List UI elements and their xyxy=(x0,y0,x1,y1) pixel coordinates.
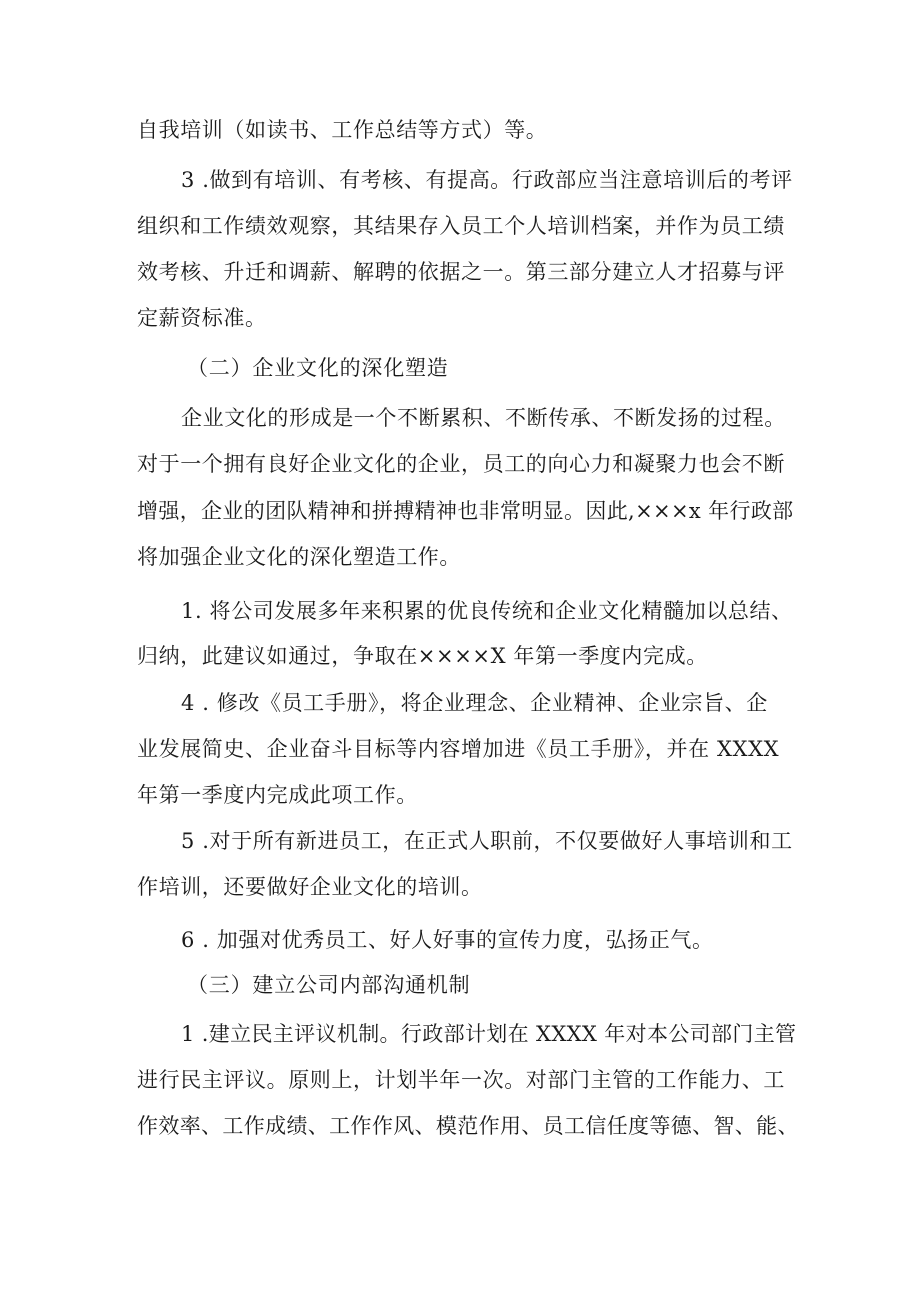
text-line: 5 .对于所有新进员工，在正式人职前，不仅要做好人事培训和工 xyxy=(181,829,793,853)
text-line: （二）企业文化的深化塑造 xyxy=(187,356,449,380)
text-line: 作效率、工作成绩、工作作风、模范作用、员工信任度等德、智、能、 xyxy=(137,1114,799,1138)
text-line: 将加强企业文化的深化塑造工作。 xyxy=(137,545,461,569)
text-line: （三）建立公司内部沟通机制 xyxy=(187,973,471,997)
text-line: 增强，企业的团队精神和拼搏精神也非常明显。因此,×××x 年行政部 xyxy=(137,499,794,523)
text-line: 效考核、升迁和调薪、解聘的依据之一。第三部分建立人才招募与评 xyxy=(137,260,785,284)
text-line: 作培训，还要做好企业文化的培训。 xyxy=(137,875,483,899)
text-line: 定薪资标准。 xyxy=(137,306,267,330)
text-line: 6 . 加强对优秀员工、好人好事的宣传力度，弘扬正气。 xyxy=(181,928,714,952)
text-line: 自我培训（如读书、工作总结等方式）等。 xyxy=(137,118,548,142)
text-line: 进行民主评议。原则上，计划半年一次。对部门主管的工作能力、工 xyxy=(137,1068,785,1092)
text-line: 组织和工作绩效观察，其结果存入员工个人培训档案，并作为员工绩 xyxy=(137,214,785,238)
text-line: 归纳，此建议如通过，争取在××××X 年第一季度内完成。 xyxy=(137,644,708,668)
text-line: 对于一个拥有良好企业文化的企业，员工的向心力和凝聚力也会不断 xyxy=(137,452,785,476)
text-line: 3 .做到有培训、有考核、有提高。行政部应当注意培训后的考评 xyxy=(181,168,793,192)
text-line: 企业文化的形成是一个不断累积、不断传承、不断发扬的过程。 xyxy=(181,406,786,430)
text-line: 1 .建立民主评议机制。行政部计划在 XXXX 年对本公司部门主管 xyxy=(181,1022,797,1046)
text-line: 1. 将公司发展多年来积累的优良传统和企业文化精髓加以总结、 xyxy=(181,599,793,623)
text-line: 年第一季度内完成此项工作。 xyxy=(137,783,418,807)
text-line: 4 . 修改《员工手册》，将企业理念、企业精神、企业宗旨、企 xyxy=(181,691,768,715)
text-line: 业发展简史、企业奋斗目标等内容增加进《员工手册》，并在 XXXX xyxy=(137,737,780,761)
